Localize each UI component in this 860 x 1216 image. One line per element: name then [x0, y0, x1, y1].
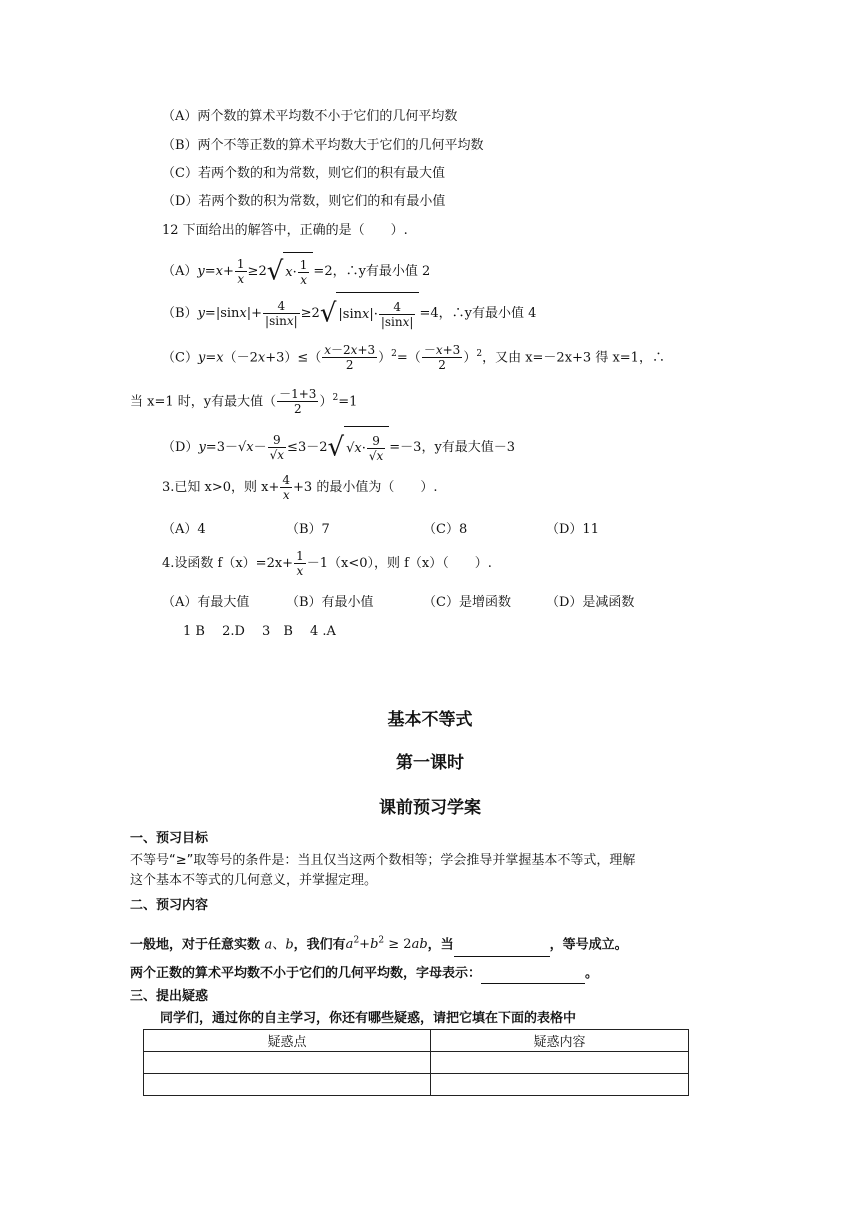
- table-row: [144, 1074, 689, 1096]
- sec2-p1-post: ，等号成立。: [549, 937, 628, 953]
- q4-stem: 4.设函数 f（x）=2x+ $\frac{1}{x}$ －1（x<0），则 f（x）（ ）.: [162, 549, 492, 578]
- q12-option-b-tail: =4，∴y有最小值 4: [419, 306, 537, 321]
- lesson-subtitle: 第一课时: [396, 753, 464, 773]
- sec1-line2: 这个基本不等式的几何意义，并掌握定理。: [130, 873, 378, 888]
- sec2-paragraph2: [130, 965, 598, 984]
- q4-option-d: （D）是减函数: [546, 595, 635, 610]
- col-doubt-point: 疑惑点: [144, 1030, 431, 1052]
- q4-option-a: （A）有最大值: [162, 595, 250, 610]
- table-cell[interactable]: [144, 1074, 431, 1096]
- q12-option-c: （C）y=x（－2x+3）≤（ $\frac{x-2x+3}{2}$ ）$^2$=（ $\frac{-x+3}{2}$ ）$^2$，又由 x=－2x+3 得 x=1，∴: [162, 343, 665, 373]
- q4-option-c: （C）是增函数: [423, 595, 511, 610]
- q4-option-b: （B）有最小值: [286, 595, 374, 610]
- q12-option-d-tail: =－3，y有最大值－3: [389, 440, 516, 455]
- sec2-paragraph1: [130, 930, 628, 957]
- q3-stem: 3.已知 x>0，则 x+ $\frac{4}{x}$ +3 的最小值为（ ）.: [162, 473, 438, 502]
- q12-option-b: （B）y=|sinx|+ $\frac{4}{|\sin x|}$ ≥2√ |sinx|· $\frac{4}{|\sin x|}$ =4，∴y有最小值 4: [162, 292, 536, 335]
- sec3-heading: 三、提出疑惑: [130, 989, 209, 1004]
- equality-condition-blank[interactable]: [454, 934, 550, 957]
- table-cell[interactable]: [431, 1052, 689, 1074]
- q3-stem-pre: 3.已知 x>0，则 x+: [162, 480, 280, 495]
- q12-option-a: （A）y=x+ $\frac{1}{x}$ ≥2√ x· $\frac{1}{x}$ =2，∴y有最小值 2: [162, 252, 430, 291]
- q11-option-c: （C）若两个数的和为常数，则它们的积有最大值: [162, 166, 445, 181]
- table-cell[interactable]: [144, 1052, 431, 1074]
- math-inequality: $a^2+b^2 \ge 2ab$: [345, 936, 428, 953]
- q3-option-d: （D）11: [546, 522, 599, 537]
- table-row: [144, 1052, 689, 1074]
- sec1-line1: 不等号“≥”取等号的条件是：当且仅当这两个数相等；学会推导并掌握基本不等式，理解: [130, 853, 636, 868]
- sec2-p2-text: 两个正数的算术平均数不小于它们的几何平均数，字母表示：: [130, 966, 482, 981]
- q12-stem: 12 下面给出的解答中，正确的是（ ）.: [162, 223, 408, 238]
- q11-option-a: （A）两个数的算术平均数不小于它们的几何平均数: [162, 109, 458, 124]
- section-subtitle: 课前预习学案: [379, 798, 481, 818]
- q11-option-b: （B）两个不等正数的算术平均数大于它们的几何平均数: [162, 138, 484, 153]
- sec3-intro: 同学们，通过你的自主学习，你还有哪些疑惑，请把它填在下面的表格中: [160, 1011, 577, 1026]
- answer-key: 1 B 2.D 3 B 4 .A: [183, 624, 336, 639]
- sec2-p2-end: 。: [585, 966, 599, 981]
- letter-expression-blank[interactable]: [481, 965, 585, 984]
- q3-stem-post: +3 的最小值为（ ）.: [293, 480, 438, 495]
- sec1-heading: 一、预习目标: [130, 831, 209, 846]
- q11-option-d: （D）若两个数的积为常数，则它们的和有最小值: [162, 194, 446, 209]
- sec2-p1-pre: 一般地，对于任意实数: [130, 937, 261, 953]
- q3-option-b: （B）7: [286, 522, 330, 537]
- q12-option-c-tail: ，又由 x=－2x+3 得 x=1，∴: [482, 350, 665, 366]
- doubt-table: [143, 1029, 689, 1096]
- math-ab: a、b: [264, 937, 294, 953]
- col-doubt-content: 疑惑内容: [431, 1030, 689, 1052]
- table-cell[interactable]: [431, 1074, 689, 1096]
- q3-option-a: （A）4: [162, 522, 206, 537]
- sec2-p1-when: ，当: [427, 937, 454, 953]
- table-header-row: [144, 1030, 689, 1052]
- q4-stem-pre: 4.设函数 f（x）=2x+: [162, 556, 294, 571]
- q12-option-c-cont: 当 x=1 时，y有最大值（: [130, 394, 277, 410]
- sec2-p1-mid: ，我们有: [293, 937, 346, 953]
- q3-option-c: （C）8: [423, 522, 468, 537]
- q12-option-d: （D）y=3－√x－ $\frac{9}{√x}$ ≤3－2√ √x· $\frac{9}{√x}$ =－3，y有最大值－3: [162, 426, 515, 469]
- q12-option-a-tail: =2，∴y有最小值 2: [313, 264, 431, 279]
- q12-option-c-continued: 当 x=1 时，y有最大值（ $\frac{-1+3}{2}$ ）$^2$=1: [130, 387, 358, 417]
- page-title: 基本不等式: [387, 710, 473, 730]
- sec2-heading: 二、预习内容: [130, 898, 209, 913]
- q4-stem-post: －1（x<0），则 f（x）（ ）.: [306, 556, 492, 571]
